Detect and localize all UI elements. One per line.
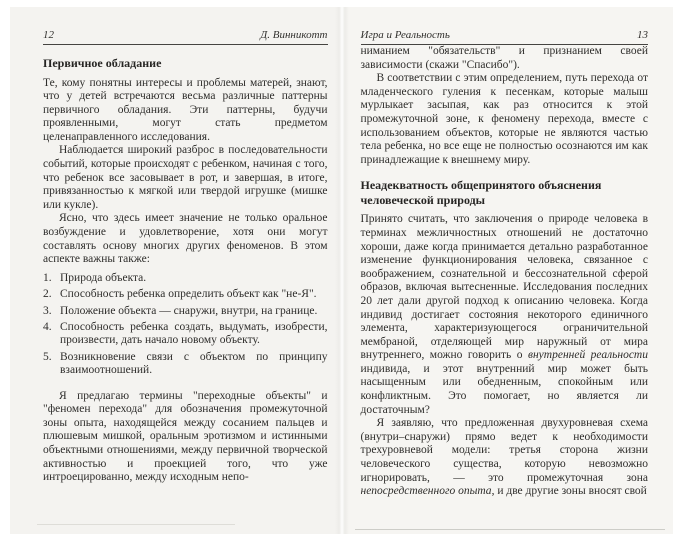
- section-heading: [43, 56, 328, 71]
- page-header-left: [43, 29, 328, 45]
- text-run: Наблюдается широкий разброс в последовательности событий, которые происходят с ребенком, начиная с того, что ребенок все засовывает в рот, и завершая, в итоге, привязанностью к мягкой или твердой игрушке (мишке или кукле).: [43, 144, 328, 211]
- text-run: Первичное обладание: [43, 56, 162, 70]
- list-item-text: Природа объекта.: [60, 271, 147, 284]
- list-item: [43, 288, 328, 301]
- list-item-text: Возникновение связи с объектом по принципу взаимоотношений.: [60, 350, 328, 377]
- page-left: [10, 7, 342, 534]
- page-number-left: 12: [43, 29, 54, 41]
- text-run: Те, кому понятны интересы и проблемы матерей, знают, что у детей встречаются весьма различные паттерны первичного обладания. Эти паттерны, будучи проявленными, могут стать предметом целенаправленного исследования.: [43, 76, 328, 143]
- running-title-right: Игра и Реальность: [360, 29, 450, 41]
- book-spread: [10, 7, 673, 534]
- list-item-number: 4.: [43, 321, 52, 334]
- page-edge-shadow: [37, 524, 236, 525]
- emphasized-text: внутренней реальности: [527, 349, 648, 362]
- emphasized-text: непосредственного опыта: [360, 485, 492, 498]
- page-right: [342, 7, 674, 534]
- text-run: индивида, и этот внутренний мир может быть насыщенным или обедненным, спокойным или конфликтным. Это помогает, но является ли достаточным?: [360, 362, 648, 416]
- paragraph: [361, 417, 649, 499]
- list-item-number: 5.: [43, 350, 52, 363]
- text-run: , и две другие зоны вносят свой: [491, 485, 647, 498]
- list-item-number: 2.: [43, 288, 52, 301]
- list-item-text: Способность ребенка определить объект как "не-Я".: [60, 288, 317, 301]
- list-item: [43, 351, 328, 378]
- text-run: Ясно, что здесь имеет значение не только оральное возбуждение и удовлетворение, хотя они могут составлять основу многих других феноменов. В этом аспекте важны также:: [43, 212, 328, 266]
- numbered-list: [43, 272, 328, 378]
- list-item-text: Положение объекта — снаружи, внутри, на границе.: [60, 304, 318, 317]
- text-run: Неадекватность общепринятого объяснения человеческой природы: [360, 178, 602, 207]
- list-item: [43, 272, 328, 285]
- list-item-number: 3.: [43, 304, 52, 317]
- text-run: В соответствии с этим определением, путь перехода от младенческого гуления к песенкам, которые малыш мурлыкает засыпая, как раз относится к этой промежуточной зоне, к феномену перехода, вместе с использованием объектов, которые не являются частью тела ребенка, но все еще не полностью осознаются им как принадлежащие к внешнему миру.: [360, 72, 648, 166]
- paragraph: [361, 45, 649, 72]
- text-run: Я заявляю, что предложенная двухуровневая схема (внутри–снаружи) прямо ведет к необходимости трехуровневой модели: третья сторона жизни человеческого существа, которую невозможно игнорировать, — это промежуточная зона: [360, 417, 648, 484]
- page-header-right: [361, 29, 649, 45]
- paragraph: [361, 213, 649, 417]
- page-number-right: 13: [637, 29, 648, 41]
- text-run: ниманием "обязательств" и признанием своей зависимости (скажи "Спасибо").: [360, 45, 648, 71]
- page-body-right: [361, 45, 649, 499]
- list-item-number: 1.: [43, 271, 52, 284]
- list-item: [43, 321, 328, 348]
- running-title-left: Д. Винникотт: [260, 29, 328, 41]
- section-heading: [361, 178, 649, 207]
- paragraph: [43, 144, 328, 212]
- page-edge-shadow: [355, 529, 665, 530]
- text-run: Принято считать, что заключения о природе человека в терминах межличностных отношений не достаточно хороши, даже когда принимается детально разработанное изменение функционирования человека, связанное с воображением, сознательной и бессознательной сферой образов, включая вытесненные. Исследования последних 20 лет дали другой подход к описанию человека. Когда индивид достигает состояния некоторого единичного элемента, характеризующегося ограничительной мембраной, отделяющей мир наружный от мира внутреннего, можно говорить о: [360, 213, 648, 362]
- paragraph: [361, 72, 649, 167]
- page-body-left: [43, 56, 328, 485]
- paragraph: [43, 390, 328, 485]
- list-item-text: Способность ребенка создать, выдумать, изобрести, произвести, дать начало новому объекту.: [60, 321, 328, 347]
- paragraph: [43, 77, 328, 145]
- text-run: Я предлагаю термины "переходные объекты" и "феномен перехода" для обозначения промежуточной зоны опыта, находящейся между сосанием пальцев и плюшевым мишкой, оральным эротизмом и истинными объектными отношениями, между первичной творческой активностью и проекцией того, что уже интроецированно, между исходным непо-: [43, 389, 328, 484]
- paragraph: [43, 212, 328, 266]
- list-item: [43, 305, 328, 318]
